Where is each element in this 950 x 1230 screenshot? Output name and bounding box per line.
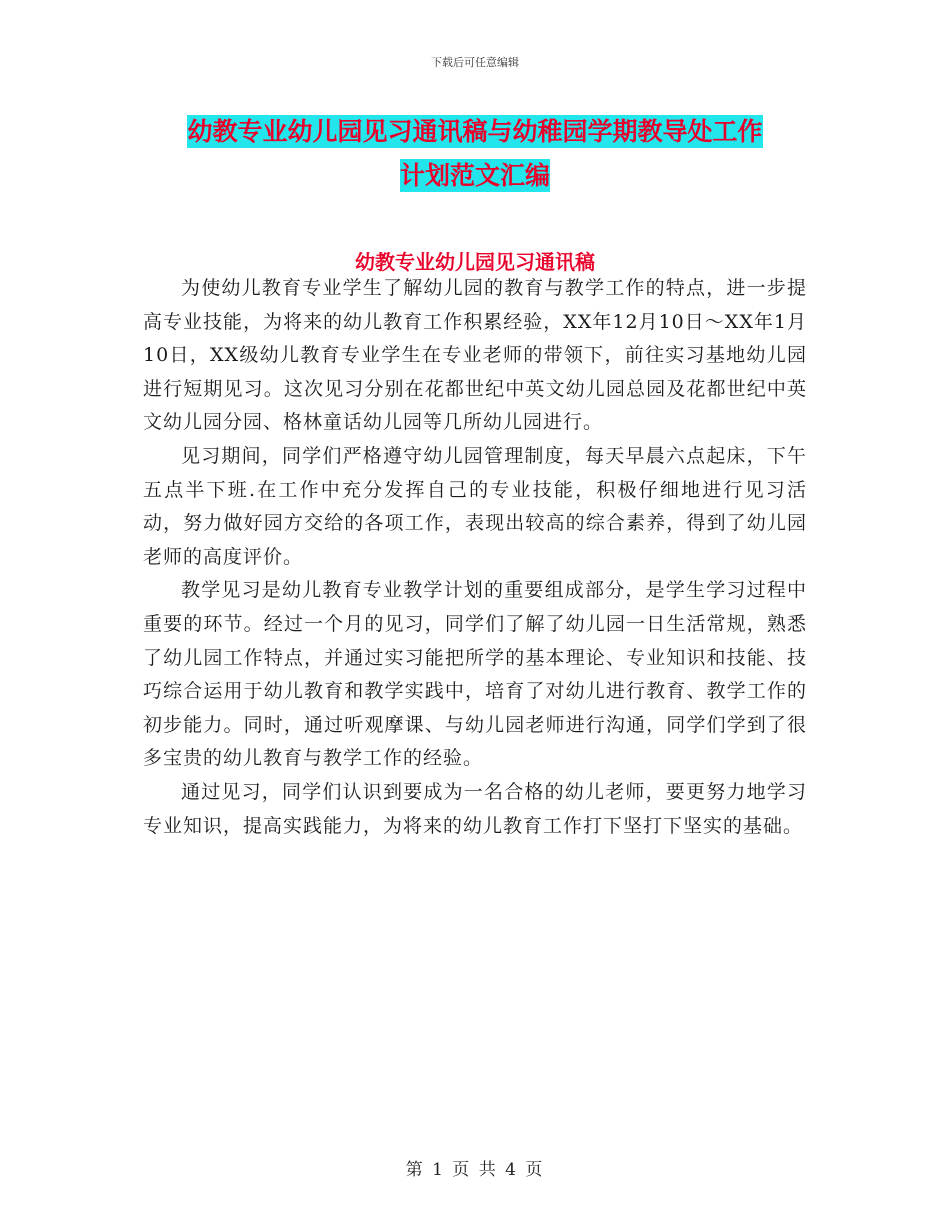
header-note: 下载后可任意编辑 [431,56,519,69]
body-text [143,272,807,843]
paragraph: 见习期间，同学们严格遵守幼儿园管理制度，每天早晨六点起床，下午五点半下班.在工作中充分发挥自己的专业技能，积极仔细地进行见习活动，努力做好园方交给的各项工作，表现出较高的综合素养，得到了幼儿园老师的高度评价。 [143,444,807,568]
paragraph: 教学见习是幼儿教育专业教学计划的重要组成部分，是学生学习过程中重要的环节。经过一个月的见习，同学们了解了幼儿园一日生活常规，熟悉了幼儿园工作特点，并通过实习能把所学的基本理论、专业知识和技能、技巧综合运用于幼儿教育和教学实践中，培育了对幼儿进行教育、教学工作的初步能力。同时，通过听观摩课、与幼儿园老师进行沟通，同学们学到了很多宝贵的幼儿教育与教学工作的经验。 [143,579,807,770]
paragraph: 为使幼儿教育专业学生了解幼儿园的教育与教学工作的特点，进一步提高专业技能，为将来的幼儿教育工作积累经验，XX年12月10日～XX年1月10日，XX级幼儿教育专业学生在专业老师的带领下，前往实习基地幼儿园进行短期见习。这次见习分别在花都世纪中英文幼儿园总园及花都世纪中英文幼儿园分园、格林童话幼儿园等几所幼儿园进行。 [143,277,807,434]
section-title: 幼教专业幼儿园见习通讯稿 [355,250,595,274]
document-title [150,110,800,198]
title-line-2: 计划范文汇编 [399,161,550,190]
title-line-1: 幼教专业幼儿园见习通讯稿与幼稚园学期教导处工作 [187,117,763,146]
page-footer: 第 1 页 共 4 页 [405,1160,545,1180]
paragraph: 通过见习，同学们认识到要成为一名合格的幼儿老师，要更努力地学习专业知识，提高实践能力，为将来的幼儿教育工作打下坚打下坚实的基础。 [143,780,807,837]
